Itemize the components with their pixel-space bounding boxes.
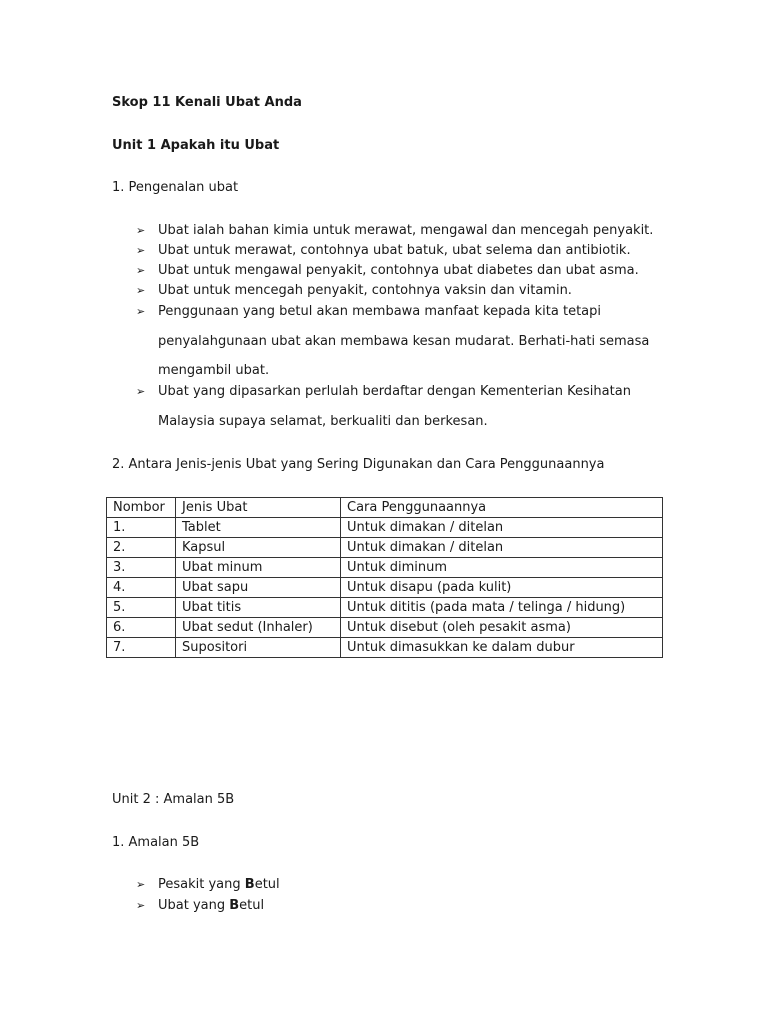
arrow-bullet-icon: ➢ [136,284,146,297]
table-row [107,638,663,658]
table-row [107,618,663,638]
medicine-table [106,497,663,658]
table-cell: Untuk dititis (pada mata / telinga / hidung) [341,598,663,618]
table-cell: Tablet [176,518,341,538]
table-cell: Ubat titis [176,598,341,618]
list-item-text: Ubat untuk merawat, contohnya ubat batuk, ubat selema dan antibiotik. [158,243,631,258]
list-item-text: Ubat ialah bahan kimia untuk merawat, mengawal dan mencegah penyakit. [158,223,654,238]
unit2-heading: 1. Amalan 5B [112,835,200,850]
table-cell: Kapsul [176,538,341,558]
table-row [107,518,663,538]
arrow-bullet-icon: ➢ [136,244,146,257]
list-item-continuation: mengambil ubat. [158,363,270,378]
list-item [136,898,264,913]
table-cell: Untuk dimakan / ditelan [341,538,663,558]
column-header: Nombor [107,498,176,518]
list-item-text: Ubat yang Betul [158,898,265,913]
list-item-text: Pesakit yang Betul [158,877,280,892]
list-item-text: Ubat untuk mengawal penyakit, contohnya ubat diabetes dan ubat asma. [158,263,639,278]
table-cell: Untuk dimakan / ditelan [341,518,663,538]
section1-heading: 1. Pengenalan ubat [112,180,239,195]
arrow-bullet-icon: ➢ [136,878,146,891]
table-cell: 7. [107,638,176,658]
table-cell: 6. [107,618,176,638]
table-cell: 3. [107,558,176,578]
list-item-text: Ubat yang dipasarkan perlulah berdaftar dengan Kementerian Kesihatan [158,384,631,399]
table-cell: 5. [107,598,176,618]
list-item-continuation: penyalahgunaan ubat akan membawa kesan mudarat. Berhati-hati semasa [158,334,650,349]
list-item [136,283,572,298]
table-row [107,578,663,598]
table-cell: Supositori [176,638,341,658]
table-cell: 1. [107,518,176,538]
table-row [107,538,663,558]
list-item [136,263,639,278]
list-item-continuation: Malaysia supaya selamat, berkualiti dan berkesan. [158,414,488,429]
arrow-bullet-icon: ➢ [136,899,146,912]
table-cell: Untuk dimasukkan ke dalam dubur [341,638,663,658]
list-item [136,877,280,892]
list-item-text: Ubat untuk mencegah penyakit, contohnya vaksin dan vitamin. [158,283,572,298]
list-item [136,243,631,258]
list-item-text: Penggunaan yang betul akan membawa manfaat kepada kita tetapi [158,304,601,319]
unit1-title: Unit 1 Apakah itu Ubat [112,138,280,153]
arrow-bullet-icon: ➢ [136,385,146,398]
table-cell: Untuk diminum [341,558,663,578]
page-title: Skop 11 Kenali Ubat Anda [112,95,302,110]
column-header: Jenis Ubat [176,498,341,518]
table-cell: Untuk disebut (oleh pesakit asma) [341,618,663,638]
list-item [136,304,601,319]
list-item [136,384,631,399]
list-item [136,223,653,238]
section2-heading: 2. Antara Jenis-jenis Ubat yang Sering Digunakan dan Cara Penggunaannya [112,457,605,472]
table-header-row [107,498,663,518]
table-row [107,558,663,578]
arrow-bullet-icon: ➢ [136,264,146,277]
table-cell: Ubat sapu [176,578,341,598]
table-cell: 2. [107,538,176,558]
table-cell: Ubat minum [176,558,341,578]
table-cell: Untuk disapu (pada kulit) [341,578,663,598]
arrow-bullet-icon: ➢ [136,305,146,318]
unit2-title: Unit 2 : Amalan 5B [112,792,235,807]
arrow-bullet-icon: ➢ [136,224,146,237]
column-header: Cara Penggunaannya [341,498,663,518]
table-cell: Ubat sedut (Inhaler) [176,618,341,638]
table-row [107,598,663,618]
table-cell: 4. [107,578,176,598]
